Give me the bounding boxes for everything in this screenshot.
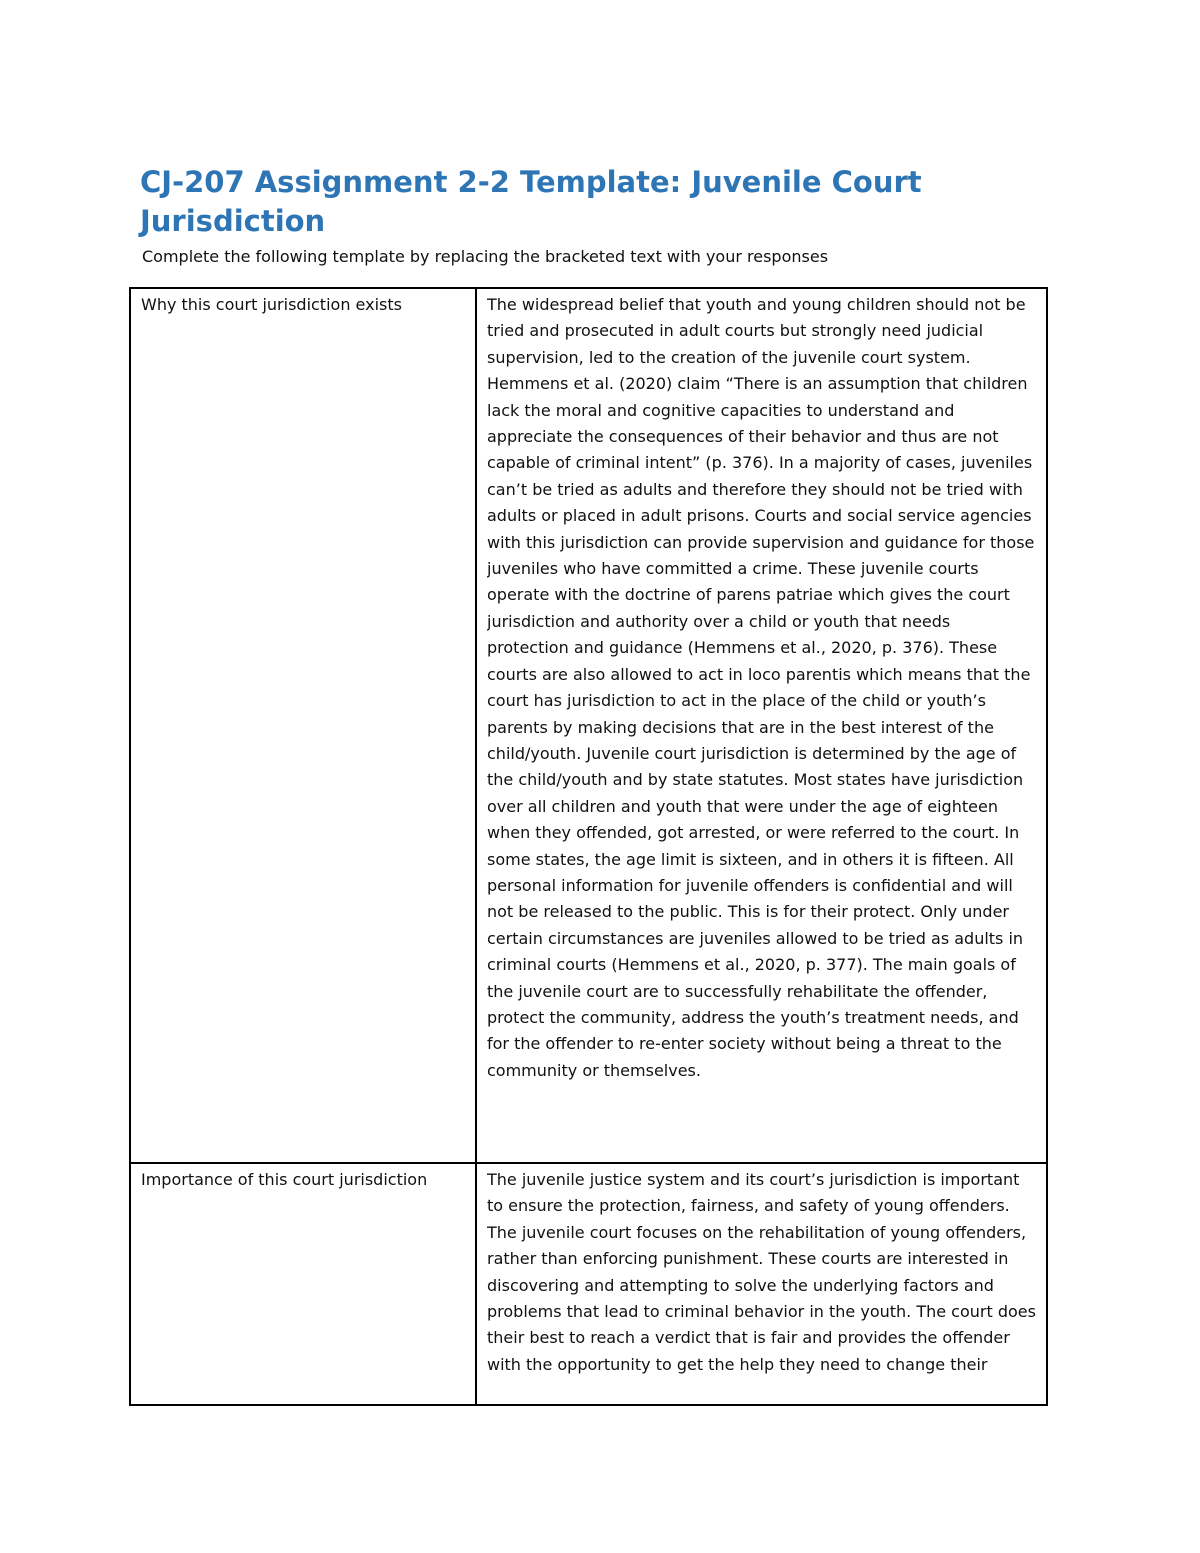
row-label-cell bbox=[130, 288, 476, 1163]
table-row bbox=[130, 288, 1047, 1163]
row-label-cell bbox=[130, 1163, 476, 1405]
row-response-cell bbox=[476, 288, 1047, 1163]
row-response: The widespread belief that youth and young children should not be tried and prosecuted in adult courts but strongly need judicial supervision, led to the creation of the juvenile court system. Hemmens et al. (2020) claim “There is an assumption that children lack the moral and cognitive capacities to understand and appreciate the consequences of their behavior and thus are not capable of criminal intent” (p. 376). In a majority of cases, juveniles can’t be tried as adults and therefore they should not be tried with adults or placed in adult prisons. Courts and social service agencies with this jurisdiction can provide supervision and guidance for those juveniles who have committed a crime. These juvenile courts operate with the doctrine of parens patriae which gives the court jurisdiction and authority over a child or youth that needs protection and guidance (Hemmens et al., 2020, p. 376). These courts are also allowed to act in loco parentis which means that the court has jurisdiction to act in the place of the child or youth’s parents by making decisions that are in the best interest of the child/youth. Juvenile court jurisdiction is determined by the age of the child/youth and by state statutes. Most states have jurisdiction over all children and youth that were under the age of eighteen when they offended, got arrested, or were referred to the court. In some states, the age limit is sixteen, and in others it is fifteen. All personal information for juvenile offenders is confidential and will not be released to the public. This is for their protect. Only under certain circumstances are juveniles allowed to be tried as adults in criminal courts (Hemmens et al., 2020, p. 377). The main goals of the juvenile court are to successfully rehabilitate the offender, protect the community, address the youth’s treatment needs, and for the offender to re-enter society without being a threat to the community or themselves. bbox=[487, 295, 1035, 1080]
instructions-text: Complete the following template by replacing the bracketed text with your responses bbox=[142, 247, 829, 266]
template-table bbox=[129, 287, 1048, 1406]
row-response: The juvenile justice system and its court’s jurisdiction is important to ensure the protection, fairness, and safety of young offenders. The juvenile court focuses on the rehabilitation of young offenders, rather than enforcing punishment. These courts are interested in discovering and attempting to solve the underlying factors and problems that lead to criminal behavior in the youth. The court does their best to reach a verdict that is fair and provides the offender with the opportunity to get the help they need to change their bbox=[487, 1170, 1036, 1374]
page-title: CJ-207 Assignment 2-2 Template: Juvenile Court Jurisdiction bbox=[140, 165, 922, 238]
table-row bbox=[130, 1163, 1047, 1405]
row-label: Importance of this court jurisdiction bbox=[141, 1170, 428, 1189]
row-response-cell bbox=[476, 1163, 1047, 1405]
row-label: Why this court jurisdiction exists bbox=[141, 295, 402, 314]
